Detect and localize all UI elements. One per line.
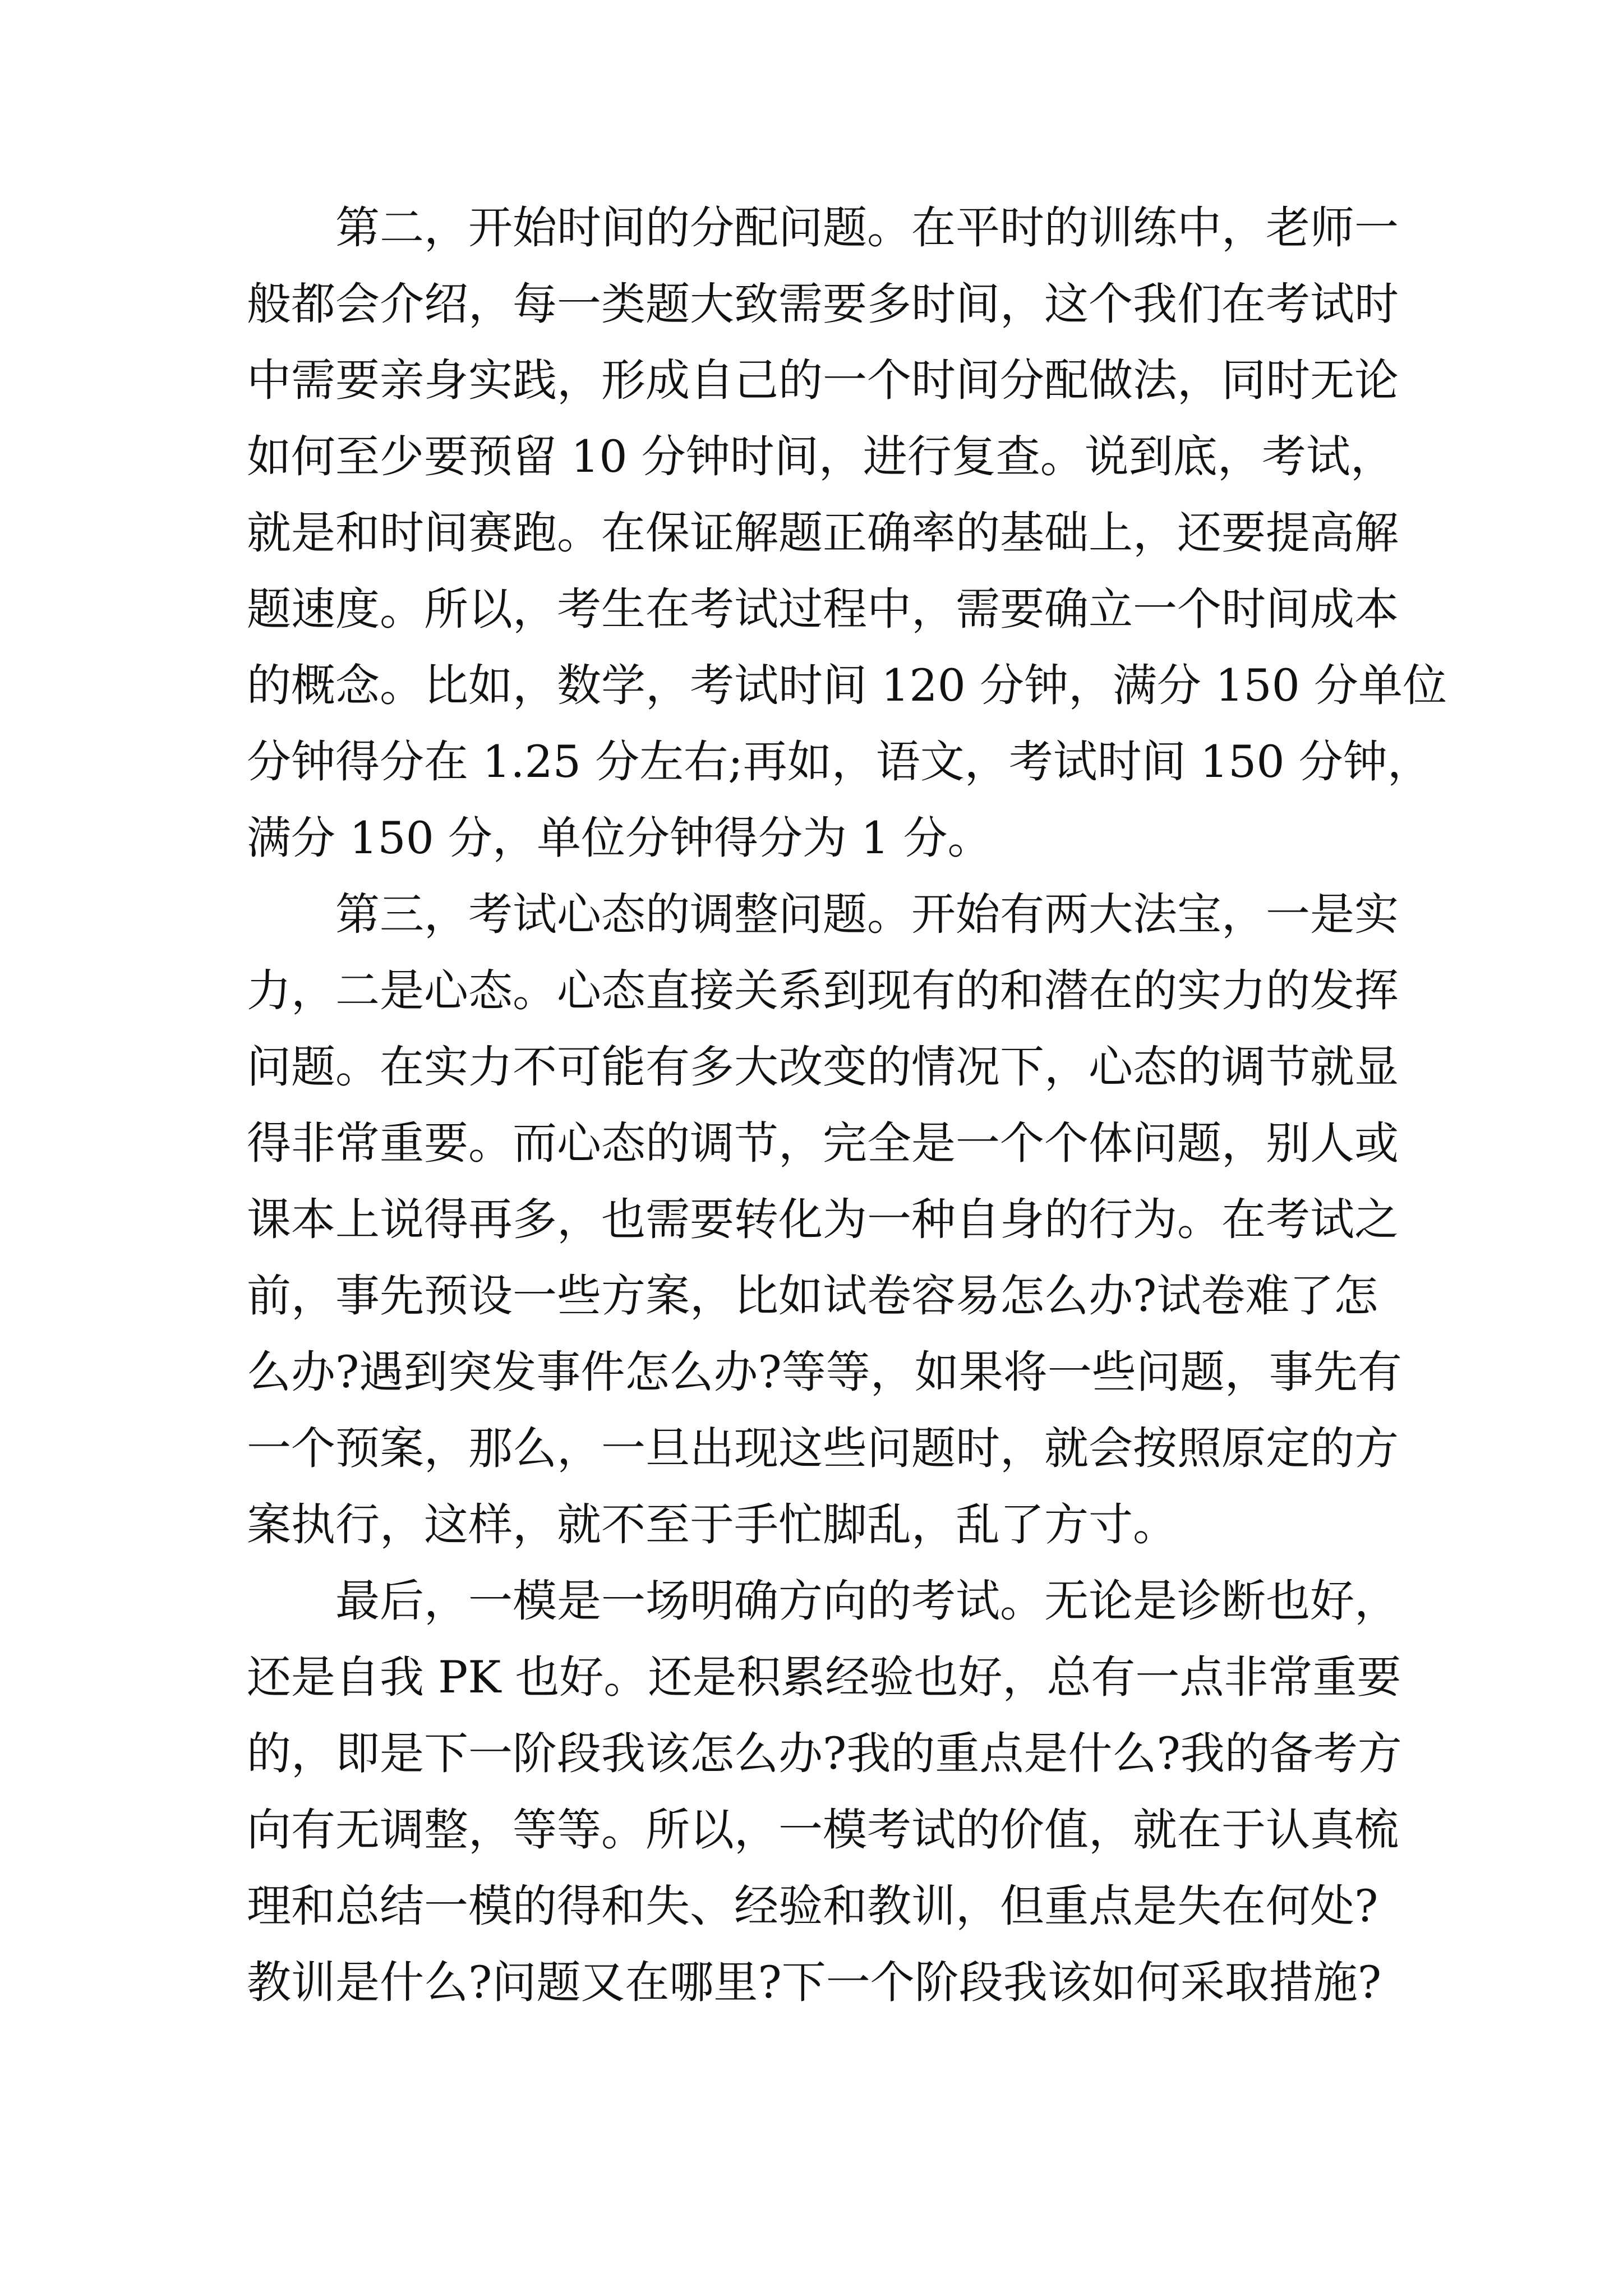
text-line: 么办?遇到突发事件怎么办?等等，如果将一些问题，事先有 — [247, 1346, 1402, 1398]
text-line: 第二，开始时间的分配问题。在平时的训练中，老师一 — [247, 202, 1399, 254]
paragraph-conclusion — [247, 1563, 1408, 2021]
text-line: 案执行，这样，就不至于手忙脚乱，乱了方寸。 — [247, 1499, 1177, 1550]
text-line: 得非常重要。而心态的调节，完全是一个个体问题，别人或 — [247, 1117, 1399, 1169]
document-body — [247, 190, 1447, 2021]
text-line: 题速度。所以，考生在考试过程中，需要确立一个时间成本 — [247, 583, 1399, 635]
text-line: 最后，一模是一场明确方向的考试。无论是诊断也好， — [247, 1575, 1399, 1627]
text-line: 如何至少要预留 10 分钟时间，进行复查。说到底，考试， — [247, 431, 1395, 482]
text-line: 一个预案，那么，一旦出现这些问题时，就会按照原定的方 — [247, 1423, 1399, 1474]
text-line: 还是自我 PK 也好。还是积累经验也好，总有一点非常重要 — [247, 1651, 1401, 1703]
text-line: 的概念。比如，数学，考试时间 120 分钟，满分 150 分单位 — [247, 660, 1447, 711]
text-line: 中需要亲身实践，形成自己的一个时间分配做法，同时无论 — [247, 355, 1399, 406]
text-line: 力，二是心态。心态直接关系到现有的和潜在的实力的发挥 — [247, 965, 1399, 1016]
text-line: 理和总结一模的得和失、经验和教训，但重点是失在何处? — [247, 1880, 1378, 1932]
text-line: 前，事先预设一些方案，比如试卷容易怎么办?试卷难了怎 — [247, 1270, 1378, 1322]
text-line: 向有无调整，等等。所以，一模考试的价值，就在于认真梳 — [247, 1804, 1399, 1856]
text-line: 满分 150 分，单位分钟得分为 1 分。 — [247, 812, 992, 864]
paragraph-time-allocation — [247, 190, 1447, 876]
paragraph-mindset — [247, 876, 1408, 1563]
text-line: 般都会介绍，每一类题大致需要多时间，这个我们在考试时 — [247, 278, 1399, 330]
text-line: 第三，考试心态的调整问题。开始有两大法宝，一是实 — [247, 889, 1399, 940]
text-line: 问题。在实力不可能有多大改变的情况下，心态的调节就显 — [247, 1041, 1399, 1093]
text-line: 分钟得分在 1.25 分左右;再如，语文，考试时间 150 分钟， — [247, 736, 1432, 788]
text-line: 教训是什么?问题又在哪里?下一个阶段我该如何采取措施? — [247, 1957, 1382, 2008]
text-line: 课本上说得再多，也需要转化为一种自身的行为。在考试之 — [247, 1194, 1399, 1245]
text-line: 就是和时间赛跑。在保证解题正确率的基础上，还要提高解 — [247, 507, 1399, 559]
text-line: 的，即是下一阶段我该怎么办?我的重点是什么?我的备考方 — [247, 1728, 1402, 1779]
